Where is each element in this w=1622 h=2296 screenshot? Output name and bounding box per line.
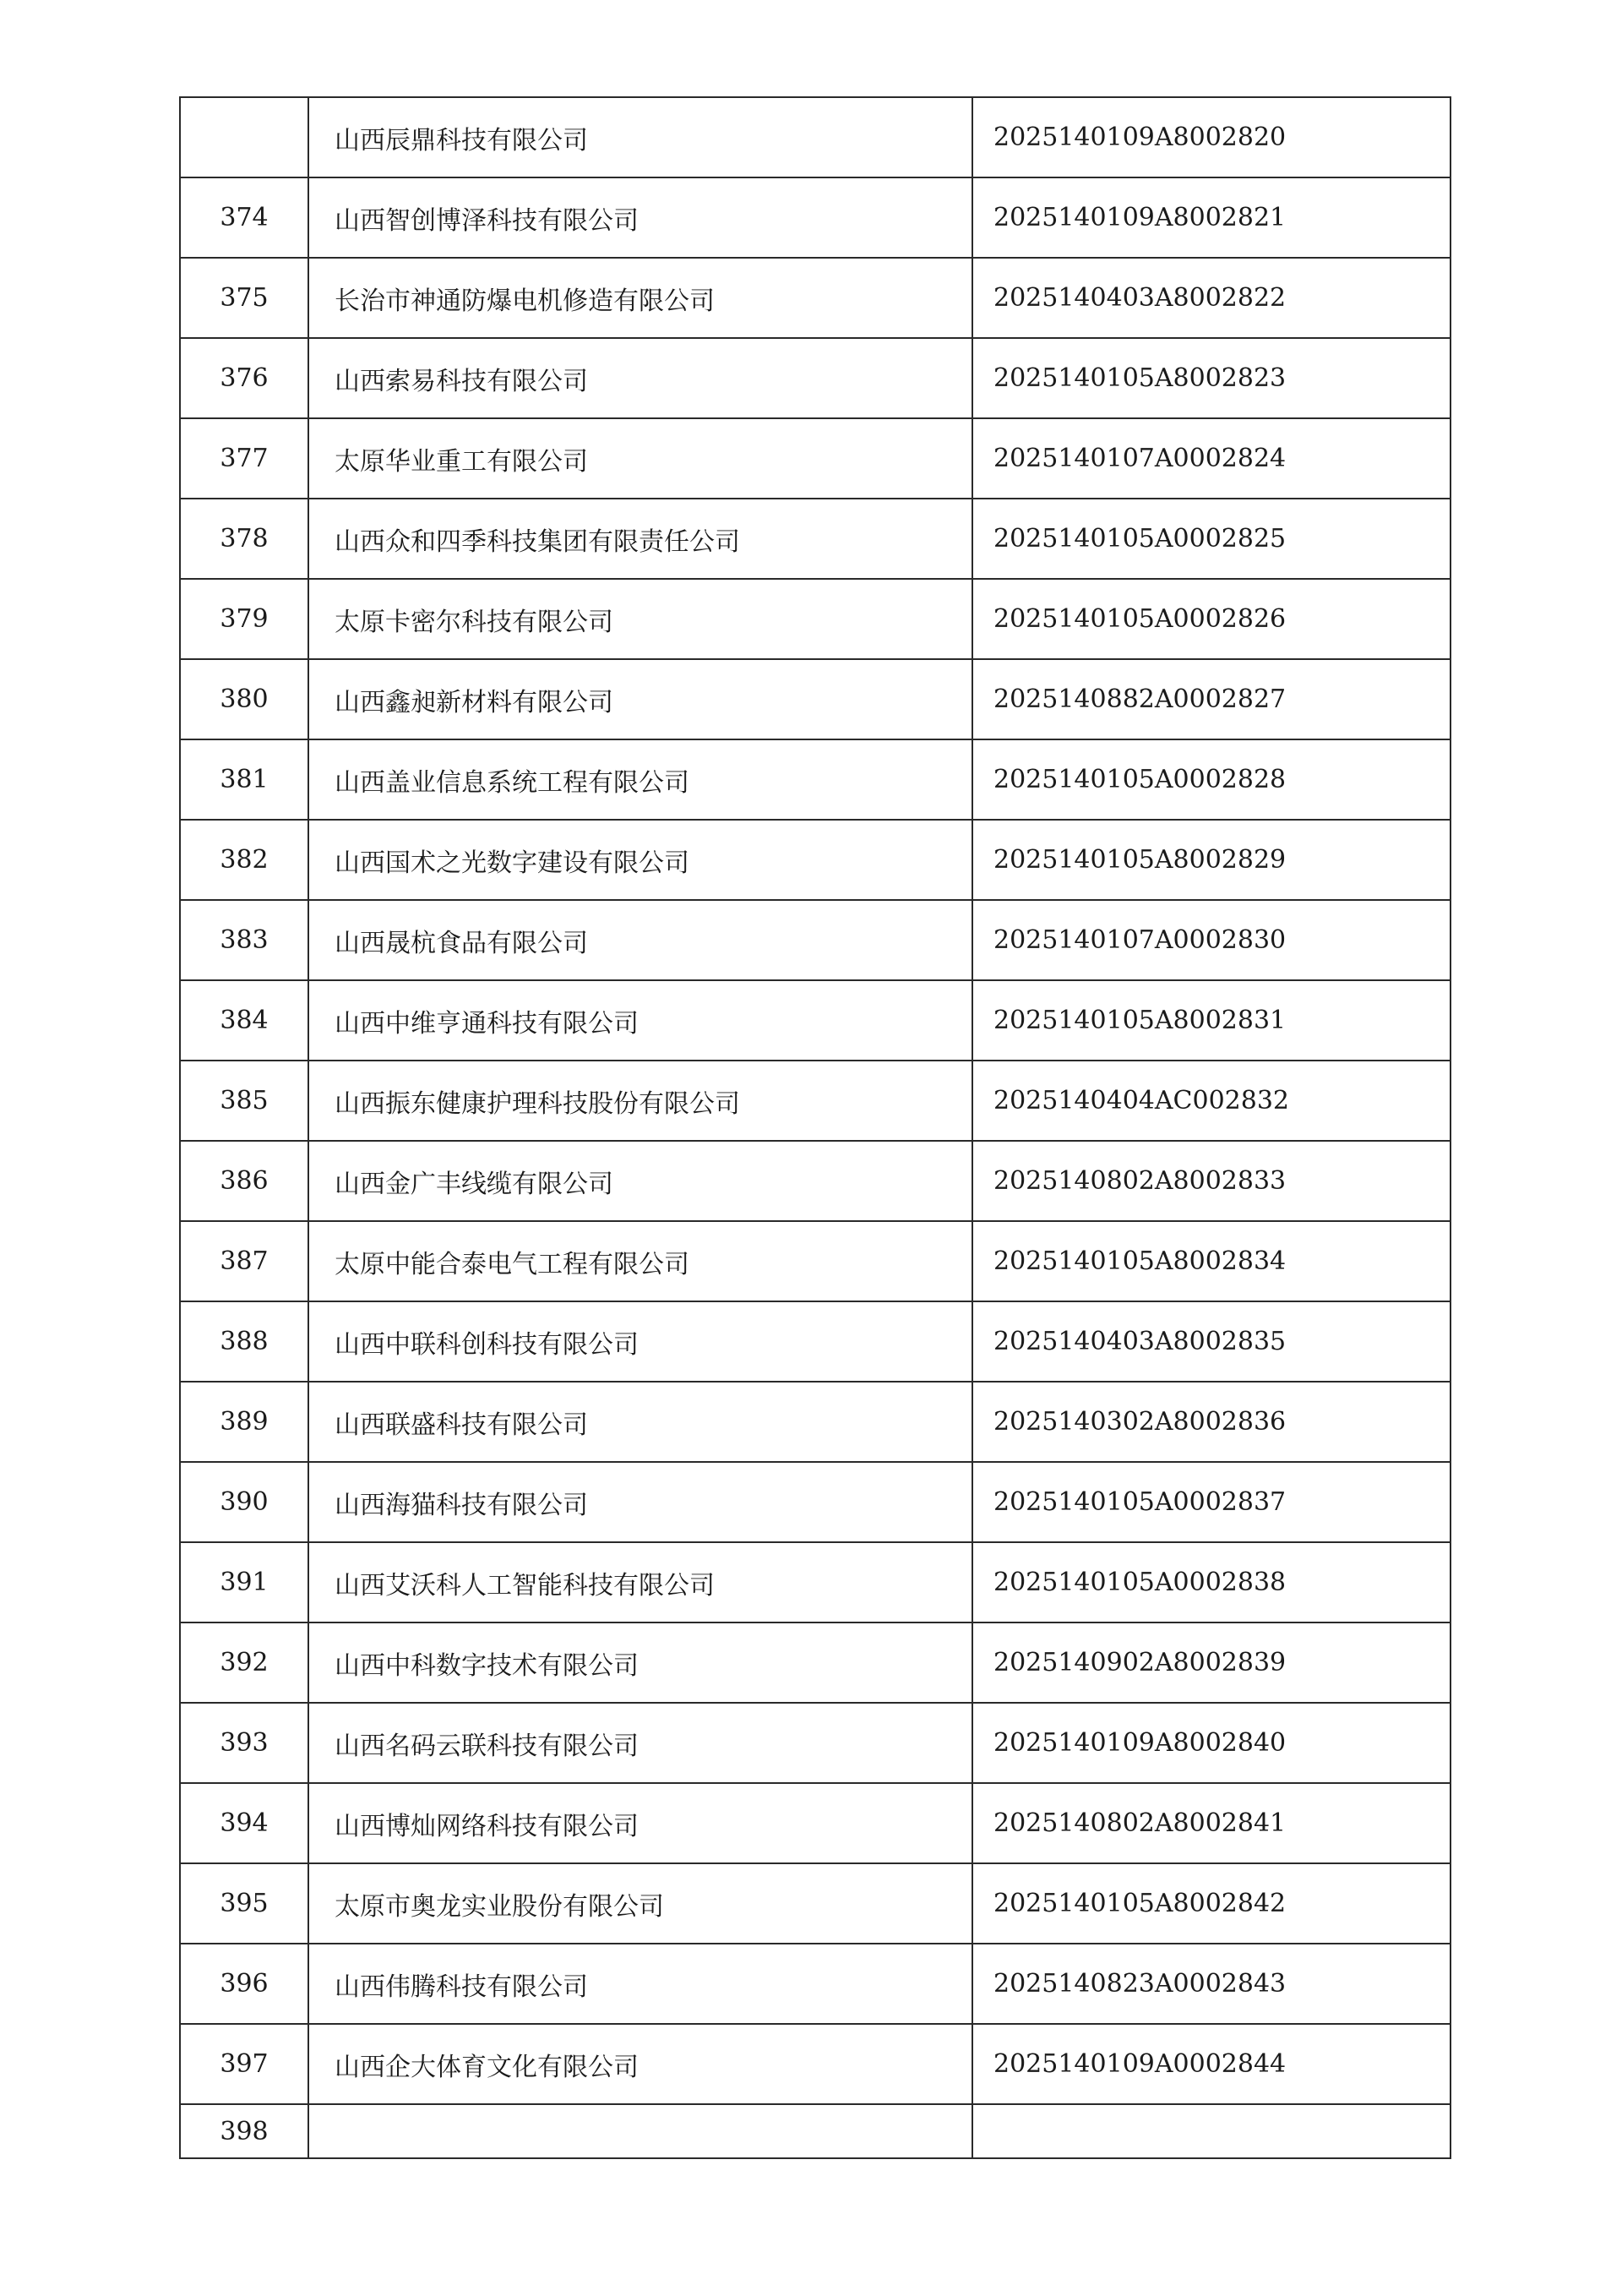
registration-code-cell: 2025140105A8002823 (972, 338, 1451, 418)
serial-number-cell: 397 (180, 2024, 308, 2104)
registration-code-cell: 2025140882A0002827 (972, 659, 1451, 739)
serial-number-cell: 394 (180, 1783, 308, 1863)
registration-code-cell: 2025140403A8002835 (972, 1301, 1451, 1382)
table-row (180, 2024, 1451, 2104)
table-row (180, 1221, 1451, 1301)
serial-number-cell: 379 (180, 579, 308, 659)
company-registry-table (179, 96, 1451, 2159)
serial-number-cell: 384 (180, 980, 308, 1061)
table-row (180, 900, 1451, 980)
serial-number-cell: 375 (180, 258, 308, 338)
serial-number-cell: 387 (180, 1221, 308, 1301)
serial-number-cell: 391 (180, 1542, 308, 1622)
company-name-cell: 山西海猫科技有限公司 (308, 1462, 972, 1542)
company-name-cell: 山西盖业信息系统工程有限公司 (308, 739, 972, 820)
company-name-cell (308, 2104, 972, 2158)
company-name-cell: 太原市奥龙实业股份有限公司 (308, 1863, 972, 1944)
company-name-cell: 山西国术之光数字建设有限公司 (308, 820, 972, 900)
serial-number-cell: 376 (180, 338, 308, 418)
serial-number-cell: 388 (180, 1301, 308, 1382)
serial-number-cell: 380 (180, 659, 308, 739)
registration-code-cell: 2025140105A0002837 (972, 1462, 1451, 1542)
registration-code-cell: 2025140105A0002838 (972, 1542, 1451, 1622)
company-name-cell: 山西辰鼎科技有限公司 (308, 97, 972, 177)
registration-code-cell: 2025140109A0002844 (972, 2024, 1451, 2104)
registration-code-cell: 2025140802A8002841 (972, 1783, 1451, 1863)
table-row (180, 258, 1451, 338)
table-row (180, 1542, 1451, 1622)
company-name-cell: 太原卡密尔科技有限公司 (308, 579, 972, 659)
serial-number-cell: 389 (180, 1382, 308, 1462)
company-name-cell: 山西博灿网络科技有限公司 (308, 1783, 972, 1863)
company-name-cell: 山西中联科创科技有限公司 (308, 1301, 972, 1382)
serial-number-cell: 378 (180, 499, 308, 579)
serial-number-cell: 395 (180, 1863, 308, 1944)
serial-number-cell: 390 (180, 1462, 308, 1542)
registration-code-cell: 2025140802A8002833 (972, 1141, 1451, 1221)
table-row (180, 2104, 1451, 2158)
table-row (180, 659, 1451, 739)
table-row (180, 1061, 1451, 1141)
company-name-cell: 山西企大体育文化有限公司 (308, 2024, 972, 2104)
company-name-cell: 山西索易科技有限公司 (308, 338, 972, 418)
table-row (180, 980, 1451, 1061)
registration-code-cell: 2025140105A0002826 (972, 579, 1451, 659)
company-name-cell: 山西名码云联科技有限公司 (308, 1703, 972, 1783)
table-row (180, 739, 1451, 820)
serial-number-cell: 374 (180, 177, 308, 258)
registration-code-cell: 2025140404AC002832 (972, 1061, 1451, 1141)
table-body (180, 97, 1451, 2158)
table-row (180, 177, 1451, 258)
company-name-cell: 山西伟腾科技有限公司 (308, 1944, 972, 2024)
registration-code-cell: 2025140105A0002828 (972, 739, 1451, 820)
company-name-cell: 太原华业重工有限公司 (308, 418, 972, 499)
table-row (180, 1622, 1451, 1703)
company-name-cell: 山西艾沃科人工智能科技有限公司 (308, 1542, 972, 1622)
table-row (180, 1141, 1451, 1221)
registration-code-cell: 2025140105A0002825 (972, 499, 1451, 579)
table-row (180, 1703, 1451, 1783)
company-name-cell: 山西晟杭食品有限公司 (308, 900, 972, 980)
company-name-cell: 山西众和四季科技集团有限责任公司 (308, 499, 972, 579)
company-name-cell: 山西联盛科技有限公司 (308, 1382, 972, 1462)
company-name-cell: 山西振东健康护理科技股份有限公司 (308, 1061, 972, 1141)
registration-code-cell: 2025140823A0002843 (972, 1944, 1451, 2024)
table-row (180, 97, 1451, 177)
table-row (180, 820, 1451, 900)
company-name-cell: 长治市神通防爆电机修造有限公司 (308, 258, 972, 338)
registration-code-cell: 2025140109A8002821 (972, 177, 1451, 258)
table-row (180, 1863, 1451, 1944)
table-row (180, 418, 1451, 499)
registration-code-cell: 2025140107A0002830 (972, 900, 1451, 980)
registration-code-cell: 2025140302A8002836 (972, 1382, 1451, 1462)
registration-code-cell: 2025140105A8002829 (972, 820, 1451, 900)
table-row (180, 1944, 1451, 2024)
serial-number-cell: 381 (180, 739, 308, 820)
registration-code-cell: 2025140902A8002839 (972, 1622, 1451, 1703)
company-name-cell: 山西中科数字技术有限公司 (308, 1622, 972, 1703)
serial-number-cell: 382 (180, 820, 308, 900)
registration-code-cell (972, 2104, 1451, 2158)
serial-number-cell: 377 (180, 418, 308, 499)
company-name-cell: 山西金广丰线缆有限公司 (308, 1141, 972, 1221)
company-name-cell: 山西鑫昶新材料有限公司 (308, 659, 972, 739)
table-row (180, 1382, 1451, 1462)
company-name-cell: 山西智创博泽科技有限公司 (308, 177, 972, 258)
registration-code-cell: 2025140109A8002820 (972, 97, 1451, 177)
serial-number-cell: 385 (180, 1061, 308, 1141)
registration-code-cell: 2025140109A8002840 (972, 1703, 1451, 1783)
serial-number-cell: 398 (180, 2104, 308, 2158)
registration-code-cell: 2025140105A8002834 (972, 1221, 1451, 1301)
registration-code-cell: 2025140105A8002842 (972, 1863, 1451, 1944)
table-row (180, 579, 1451, 659)
table-row (180, 1462, 1451, 1542)
table-row (180, 1301, 1451, 1382)
table-row (180, 499, 1451, 579)
serial-number-cell: 386 (180, 1141, 308, 1221)
serial-number-cell: 396 (180, 1944, 308, 2024)
company-name-cell: 太原中能合泰电气工程有限公司 (308, 1221, 972, 1301)
table-row (180, 1783, 1451, 1863)
serial-number-cell: 392 (180, 1622, 308, 1703)
serial-number-cell: 393 (180, 1703, 308, 1783)
registration-code-cell: 2025140107A0002824 (972, 418, 1451, 499)
company-name-cell: 山西中维亨通科技有限公司 (308, 980, 972, 1061)
registration-code-cell: 2025140105A8002831 (972, 980, 1451, 1061)
table-row (180, 338, 1451, 418)
serial-number-cell (180, 97, 308, 177)
registration-code-cell: 2025140403A8002822 (972, 258, 1451, 338)
serial-number-cell: 383 (180, 900, 308, 980)
